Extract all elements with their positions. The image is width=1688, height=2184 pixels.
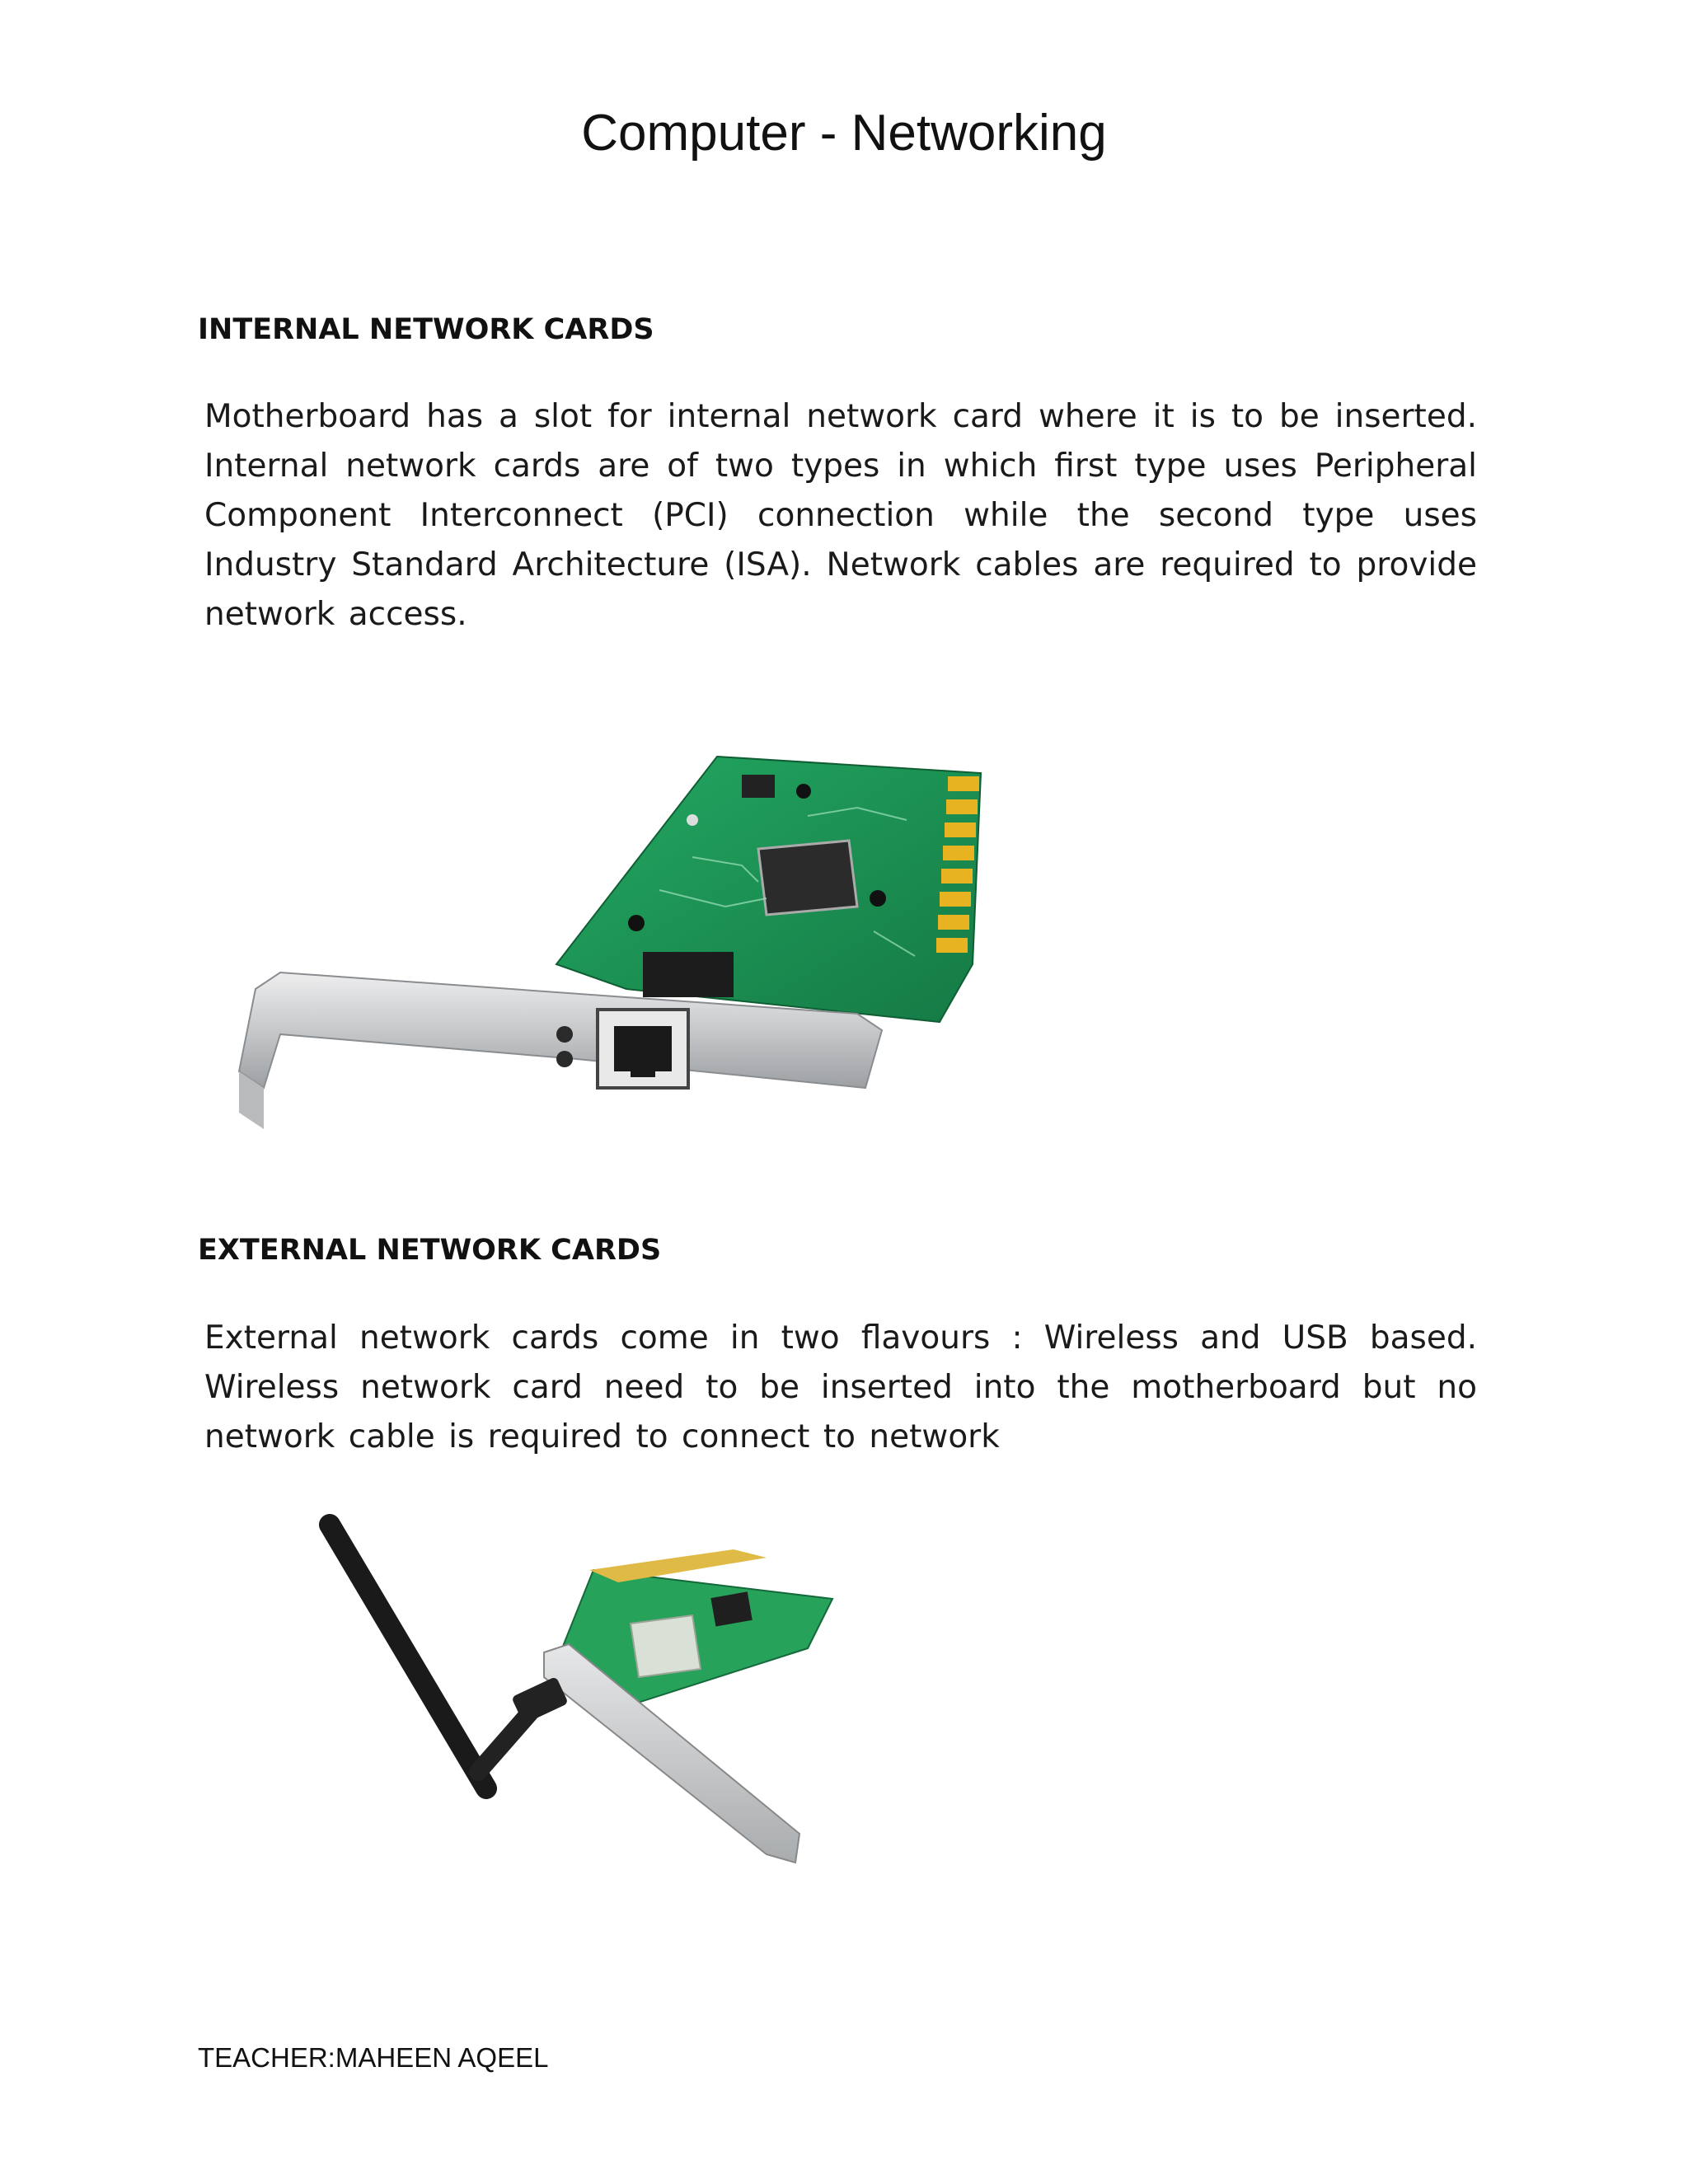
pci-network-card-icon xyxy=(231,742,1006,1170)
wireless-network-card-icon xyxy=(305,1508,849,1920)
footer-teacher: TEACHER:MAHEEN AQEEL xyxy=(198,2042,549,2073)
section-body-external: External network cards come in two flavours : Wireless and USB based. Wireless network card need to be inserted into the motherboard but no network cable is required to connect to network xyxy=(204,1319,1477,1455)
section-heading-external: EXTERNAL NETWORK CARDS xyxy=(198,1234,662,1267)
section-body-internal: Motherboard has a slot for internal network card where it is to be inserted. Internal network cards are of two types in which first type uses Peripheral Component Interconnect (PCI) connection while the second type uses Industry Standard Architecture (ISA). Network cables are required to provide network access. xyxy=(204,398,1477,633)
page-title: Computer - Networking xyxy=(581,105,1107,162)
section-heading-internal: INTERNAL NETWORK CARDS xyxy=(198,313,654,346)
